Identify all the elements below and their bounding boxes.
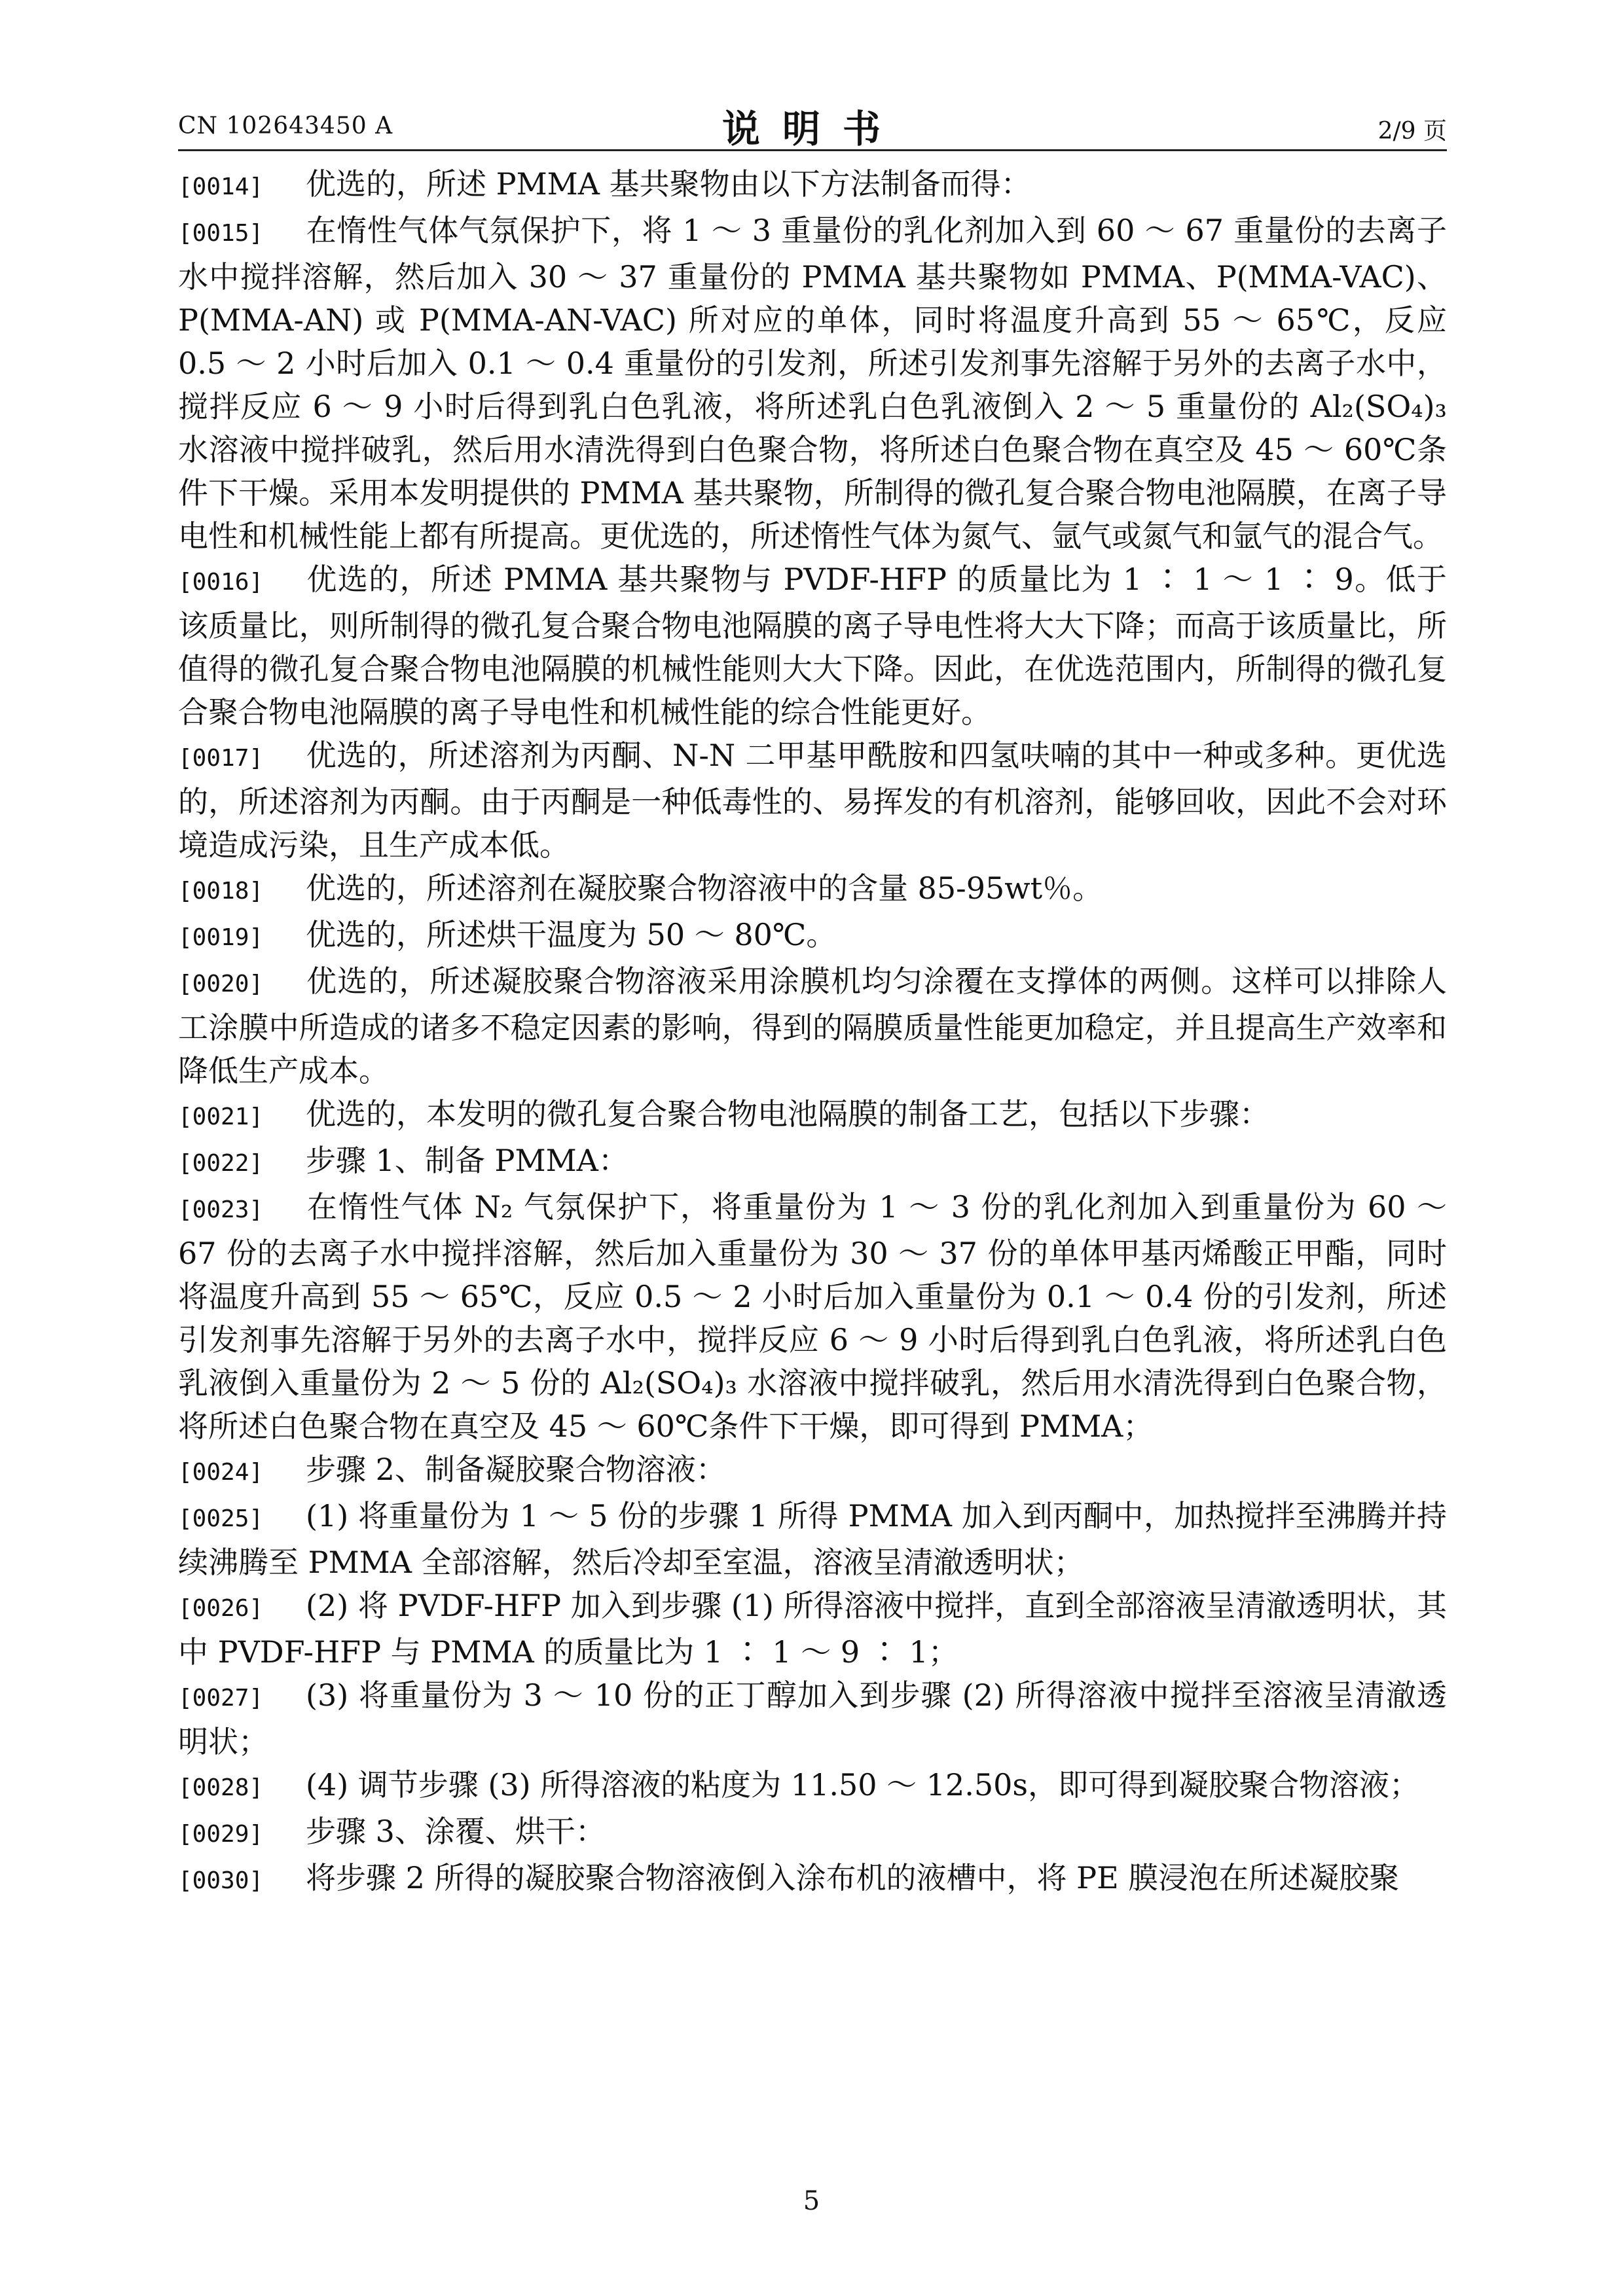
paragraph-number: [0018] xyxy=(178,878,264,905)
paragraph xyxy=(178,1674,1447,1763)
paragraph-text: 步骤 2、制备凝胶聚合物溶液： xyxy=(306,1452,726,1487)
paragraph-number: [0015] xyxy=(178,220,264,247)
paragraph-text: 优选的，所述溶剂为丙酮、N-N 二甲基甲酰胺和四氢呋喃的其中一种或多种。更优选的，所述溶剂为丙酮。由于丙酮是一种低毒性的、易挥发的有机溶剂，能够回收，因此不会对环境造成污染，且生产成本低。 xyxy=(178,738,1447,863)
paragraph-number: [0017] xyxy=(178,745,264,772)
paragraph-text: 将步骤 2 所得的凝胶聚合物溶液倒入涂布机的液槽中，将 PE 膜浸泡在所述凝胶聚 xyxy=(306,1860,1400,1895)
page-header xyxy=(178,98,1447,151)
paragraph xyxy=(178,1092,1447,1139)
paragraph-number: [0022] xyxy=(178,1150,264,1177)
paragraph xyxy=(178,1494,1447,1584)
paragraph-text: 在惰性气体 N₂ 气氛保护下，将重量份为 1 ～ 3 份的乳化剂加入到重量份为 60 ～ 67 份的去离子水中搅拌溶解，然后加入重量份为 30 ～ 37 份的单体甲基丙烯酸正甲酯，同时将温度升高到 55 ～ 65℃，反应 0.5 ～ 2 小时后加入重量份为 0.1 ～ 0.4 份的引发剂，所述引发剂事先溶解于另外的去离子水中，搅拌反应 6 ～ 9 小时后得到乳白色乳液，将所述乳白色乳液倒入重量份为 2 ～ 5 份的 Al₂(SO₄)₃ 水溶液中搅拌破乳，然后用水清洗得到白色聚合物，将所述白色聚合物在真空及 45 ～ 60℃条件下干燥，即可得到 PMMA； xyxy=(178,1189,1447,1444)
paragraph xyxy=(178,1139,1447,1185)
paragraph-text: 步骤 3、涂覆、烘干： xyxy=(306,1814,606,1849)
paragraph-number: [0014] xyxy=(178,173,264,200)
paragraph xyxy=(178,1810,1447,1856)
paragraph-text: 在惰性气体气氛保护下，将 1 ～ 3 重量份的乳化剂加入到 60 ～ 67 重量份的去离子水中搅拌溶解，然后加入 30 ～ 37 重量份的 PMMA 基共聚物如 PMMA、P(MMA-VAC)、P(MMA-AN) 或 P(MMA-AN-VAC) 所对应的单体，同时将温度升高到 55 ～ 65℃，反应 0.5 ～ 2 小时后加入 0.1 ～ 0.4 重量份的引发剂，所述引发剂事先溶解于另外的去离子水中，搅拌反应 6 ～ 9 小时后得到乳白色乳液，将所述乳白色乳液倒入 2 ～ 5 重量份的 Al₂(SO₄)₃ 水溶液中搅拌破乳，然后用水清洗得到白色聚合物，将所述白色聚合物在真空及 45 ～ 60℃条件下干燥。采用本发明提供的 PMMA 基共聚物，所制得的微孔复合聚合物电池隔膜，在离子导电性和机械性能上都有所提高。更优选的，所述惰性气体为氮气、氩气或氮气和氩气的混合气。 xyxy=(178,213,1447,554)
paragraph-text: 优选的，所述 PMMA 基共聚物与 PVDF-HFP 的质量比为 1 ∶ 1 ～ 1 ∶ 9。低于该质量比，则所制得的微孔复合聚合物电池隔膜的离子导电性将大大下降；而高于该质量比，所值得的微孔复合聚合物电池隔膜的机械性能则大大下降。因此，在优选范围内，所制得的微孔复合聚合物电池隔膜的离子导电性和机械性能的综合性能更好。 xyxy=(178,562,1447,730)
paragraph-number: [0026] xyxy=(178,1595,264,1622)
paragraph xyxy=(178,162,1447,209)
paragraph-text: (4) 调节步骤 (3) 所得溶液的粘度为 11.50 ～ 12.50s，即可得到凝胶聚合物溶液； xyxy=(306,1767,1420,1803)
paragraph-number: [0025] xyxy=(178,1505,264,1532)
paragraph-number: [0028] xyxy=(178,1774,264,1801)
paragraph xyxy=(178,1448,1447,1494)
paragraph-text: 步骤 1、制备 PMMA： xyxy=(306,1143,629,1178)
paragraph-text: 优选的，所述 PMMA 基共聚物由以下方法制备而得： xyxy=(306,166,1031,202)
paragraph xyxy=(178,867,1447,913)
paragraph xyxy=(178,913,1447,960)
paragraph xyxy=(178,1584,1447,1674)
paragraph-number: [0024] xyxy=(178,1459,264,1486)
paragraph-text: 优选的，所述溶剂在凝胶聚合物溶液中的含量 85-95wt％。 xyxy=(306,870,1103,906)
paragraph-number: [0021] xyxy=(178,1103,264,1130)
page-indicator: 2/9 页 xyxy=(1377,118,1447,145)
paragraph xyxy=(178,960,1447,1092)
paragraph-number: [0027] xyxy=(178,1685,264,1712)
paragraph-number: [0023] xyxy=(178,1196,264,1223)
paragraph-number: [0020] xyxy=(178,971,264,997)
paragraph-number: [0030] xyxy=(178,1867,264,1894)
paragraph xyxy=(178,558,1447,734)
paragraph-text: (1) 将重量份为 1 ～ 5 份的步骤 1 所得 PMMA 加入到丙酮中，加热搅拌至沸腾并持续沸腾至 PMMA 全部溶解，然后冷却至室温，溶液呈清澈透明状； xyxy=(178,1498,1447,1580)
paragraph xyxy=(178,1763,1447,1810)
paragraph-text: 优选的，本发明的微孔复合聚合物电池隔膜的制备工艺，包括以下步骤： xyxy=(306,1096,1269,1132)
paragraph-text: (3) 将重量份为 3 ～ 10 份的正丁醇加入到步骤 (2) 所得溶液中搅拌至溶液呈清澈透明状； xyxy=(178,1677,1447,1759)
paragraph-number: [0019] xyxy=(178,924,264,951)
paragraph-text: (2) 将 PVDF-HFP 加入到步骤 (1) 所得溶液中搅拌，直到全部溶液呈清澈透明状，其中 PVDF-HFP 与 PMMA 的质量比为 1 ∶ 1 ～ 9 ∶ 1； xyxy=(178,1588,1447,1670)
document-body xyxy=(178,162,1447,1903)
document-title: 说明书 xyxy=(721,107,903,151)
paragraph xyxy=(178,1856,1447,1903)
paragraph xyxy=(178,734,1447,867)
paragraph-text: 优选的，所述烘干温度为 50 ～ 80℃。 xyxy=(306,917,837,952)
paragraph-number: [0029] xyxy=(178,1821,264,1848)
paragraph-text: 优选的，所述凝胶聚合物溶液采用涂膜机均匀涂覆在支撑体的两侧。这样可以排除人工涂膜中所造成的诸多不稳定因素的影响，得到的隔膜质量性能更加稳定，并且提高生产效率和降低生产成本。 xyxy=(178,963,1447,1088)
paragraph-number: [0016] xyxy=(178,569,264,596)
patent-number: CN 102643450 A xyxy=(178,113,393,139)
paragraph xyxy=(178,1185,1447,1448)
header-divider xyxy=(178,149,1447,151)
page-number: 5 xyxy=(803,2186,820,2216)
paragraph xyxy=(178,209,1447,558)
